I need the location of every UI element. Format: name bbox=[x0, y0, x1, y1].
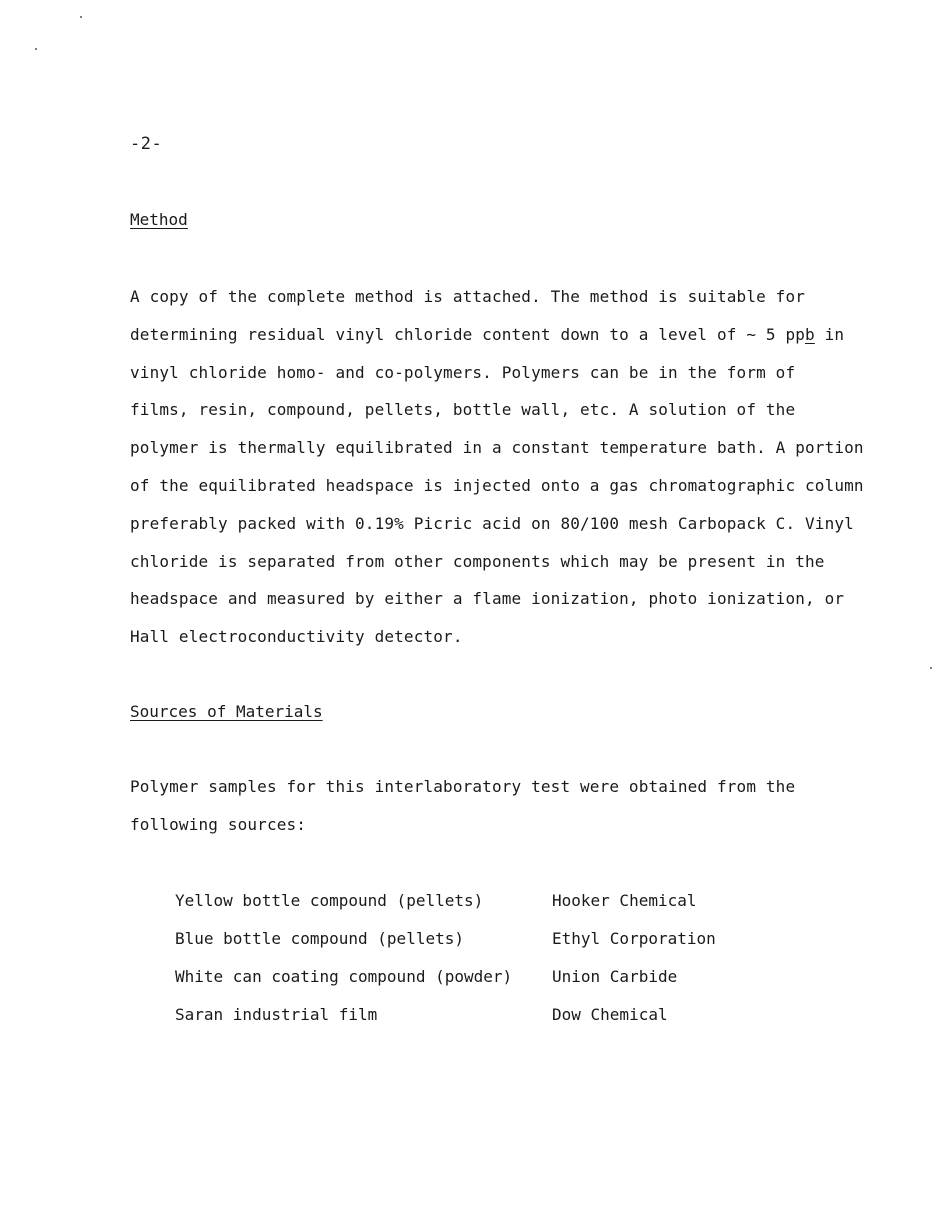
material-name: White can coating compound (powder) bbox=[175, 967, 513, 986]
scan-speck bbox=[80, 16, 82, 18]
material-source: Union Carbide bbox=[552, 967, 678, 986]
sources-intro bbox=[130, 768, 890, 844]
method-line bbox=[130, 316, 890, 354]
method-line-text: determining residual vinyl chloride content down to a level of ∼ 5 pp bbox=[130, 324, 806, 344]
sources-intro-line: Polymer samples for this interlaboratory test were obtained from the bbox=[130, 777, 796, 796]
material-name: Yellow bottle compound (pellets) bbox=[175, 891, 484, 910]
underlined-unit: b bbox=[805, 324, 815, 344]
material-name: Saran industrial film bbox=[175, 1005, 378, 1024]
method-line: polymer is thermally equilibrated in a constant temperature bath. A portion bbox=[130, 438, 864, 458]
material-source: Hooker Chemical bbox=[552, 891, 697, 910]
method-line: preferably packed with 0.19% Picric acid on 80/100 mesh Carbopack C. Vinyl bbox=[130, 513, 854, 533]
method-line: of the equilibrated headspace is injected onto a gas chromatographic column bbox=[130, 475, 864, 495]
scan-speck bbox=[930, 667, 932, 669]
method-line: A copy of the complete method is attached. The method is suitable for bbox=[130, 287, 806, 306]
sources-intro-line: following sources: bbox=[130, 814, 307, 834]
scan-speck bbox=[35, 48, 37, 50]
method-line: chloride is separated from other components which may be present in the bbox=[130, 551, 825, 571]
method-line: films, resin, compound, pellets, bottle wall, etc. A solution of the bbox=[130, 400, 796, 420]
method-line: vinyl chloride homo- and co-polymers. Polymers can be in the form of bbox=[130, 362, 796, 382]
method-paragraph bbox=[130, 278, 890, 656]
material-source: Dow Chemical bbox=[552, 1005, 668, 1024]
method-heading: Method bbox=[130, 210, 188, 229]
material-source: Ethyl Corporation bbox=[552, 929, 716, 948]
page-number: -2- bbox=[130, 134, 163, 154]
method-line: Hall electroconductivity detector. bbox=[130, 627, 463, 647]
material-name: Blue bottle compound (pellets) bbox=[175, 929, 464, 948]
method-line-text: in bbox=[814, 324, 845, 344]
sources-heading: Sources of Materials bbox=[130, 702, 323, 721]
method-line: headspace and measured by either a flame ionization, photo ionization, or bbox=[130, 589, 845, 609]
